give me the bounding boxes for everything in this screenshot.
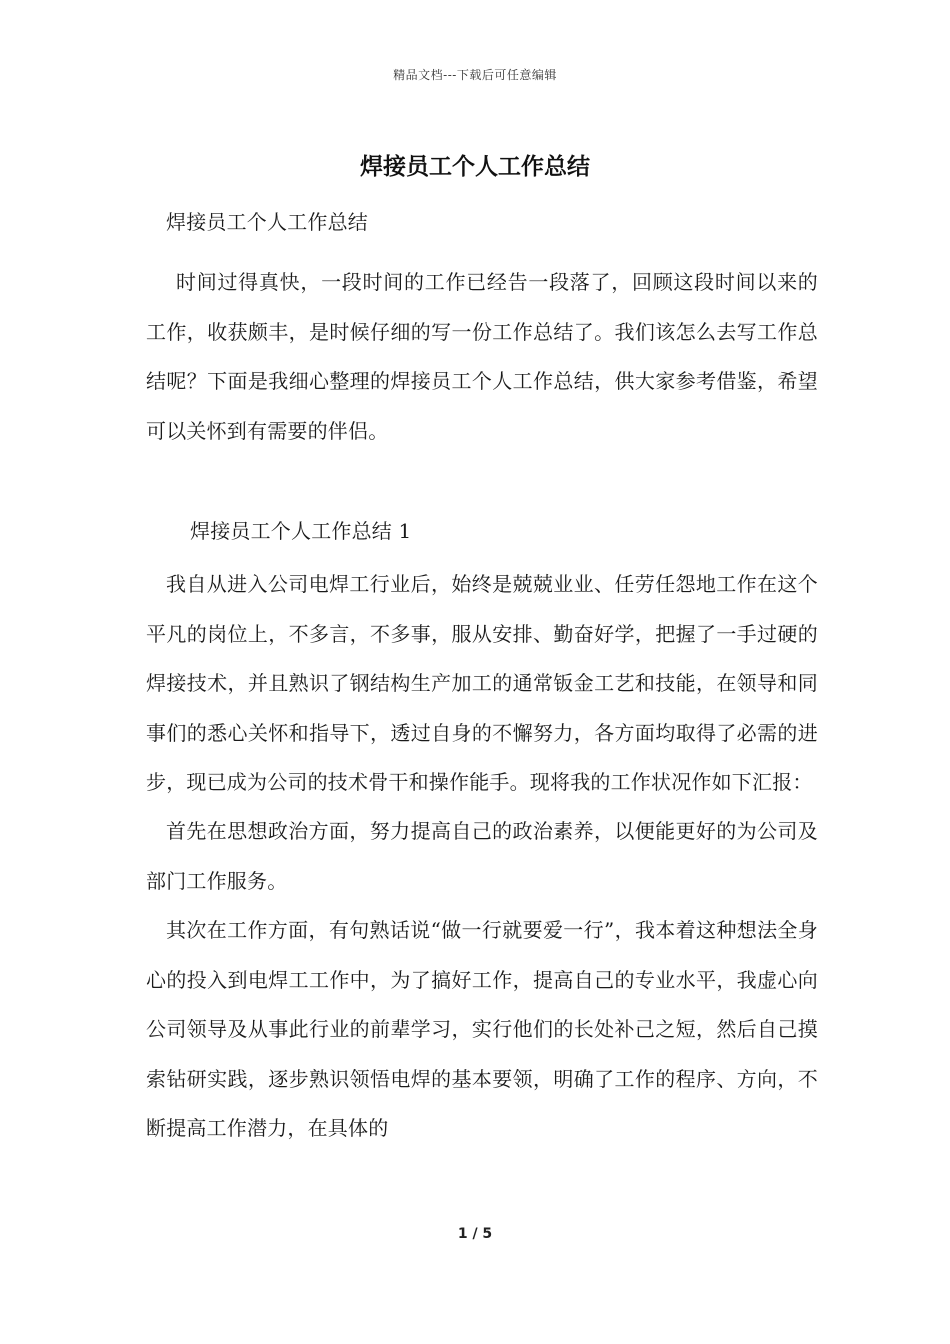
body-paragraph: 其次在工作方面，有句熟话说“做一行就要爱一行”，我本着这种想法全身心的投入到电焊工工作中，为了搞好工作，提高自己的专业水平，我虚心向公司领导及从事此行业的前辈学习，实行他们的长处补己之短，然后自己摸索钻研实践，逐步熟识领悟电焊的基本要领，明确了工作的程序、方向，不断提高工作潜力，在具体的 bbox=[146, 918, 818, 1140]
page-number: 1 / 5 bbox=[457, 1226, 493, 1242]
document-title: 焊接员工个人工作总结 bbox=[360, 153, 590, 180]
intro-paragraph: 时间过得真快，一段时间的工作已经告一段落了，回顾这段时间以来的工作，收获颇丰，是时候仔细的写一份工作总结了。我们该怎么去写工作总结呢？下面是我细心整理的焊接员工个人工作总结，供大家参考借鉴，希望可以关怀到有需要的伴侣。 bbox=[146, 270, 818, 443]
document-body bbox=[146, 198, 818, 1153]
document-subtitle: 焊接员工个人工作总结 bbox=[166, 210, 368, 234]
section-title: 焊接员工个人工作总结 1 bbox=[190, 519, 412, 544]
paragraph-spacer bbox=[146, 456, 818, 507]
page-header: 精品文档---下载后可任意编辑 bbox=[393, 68, 557, 82]
body-paragraph: 首先在思想政治方面，努力提高自己的政治素养，以便能更好的为公司及部门工作服务。 bbox=[146, 819, 818, 893]
body-paragraph: 我自从进入公司电焊工行业后，始终是兢兢业业、任劳任怨地工作在这个平凡的岗位上，不多言，不多事，服从安排、勤奋好学，把握了一手过硬的焊接技术，并且熟识了钢结构生产加工的通常钣金工艺和技能，在领导和同事们的悉心关怀和指导下，透过自身的不懈努力，各方面均取得了必需的进步，现已成为公司的技术骨干和操作能手。现将我的工作状况作如下汇报： bbox=[146, 572, 818, 795]
